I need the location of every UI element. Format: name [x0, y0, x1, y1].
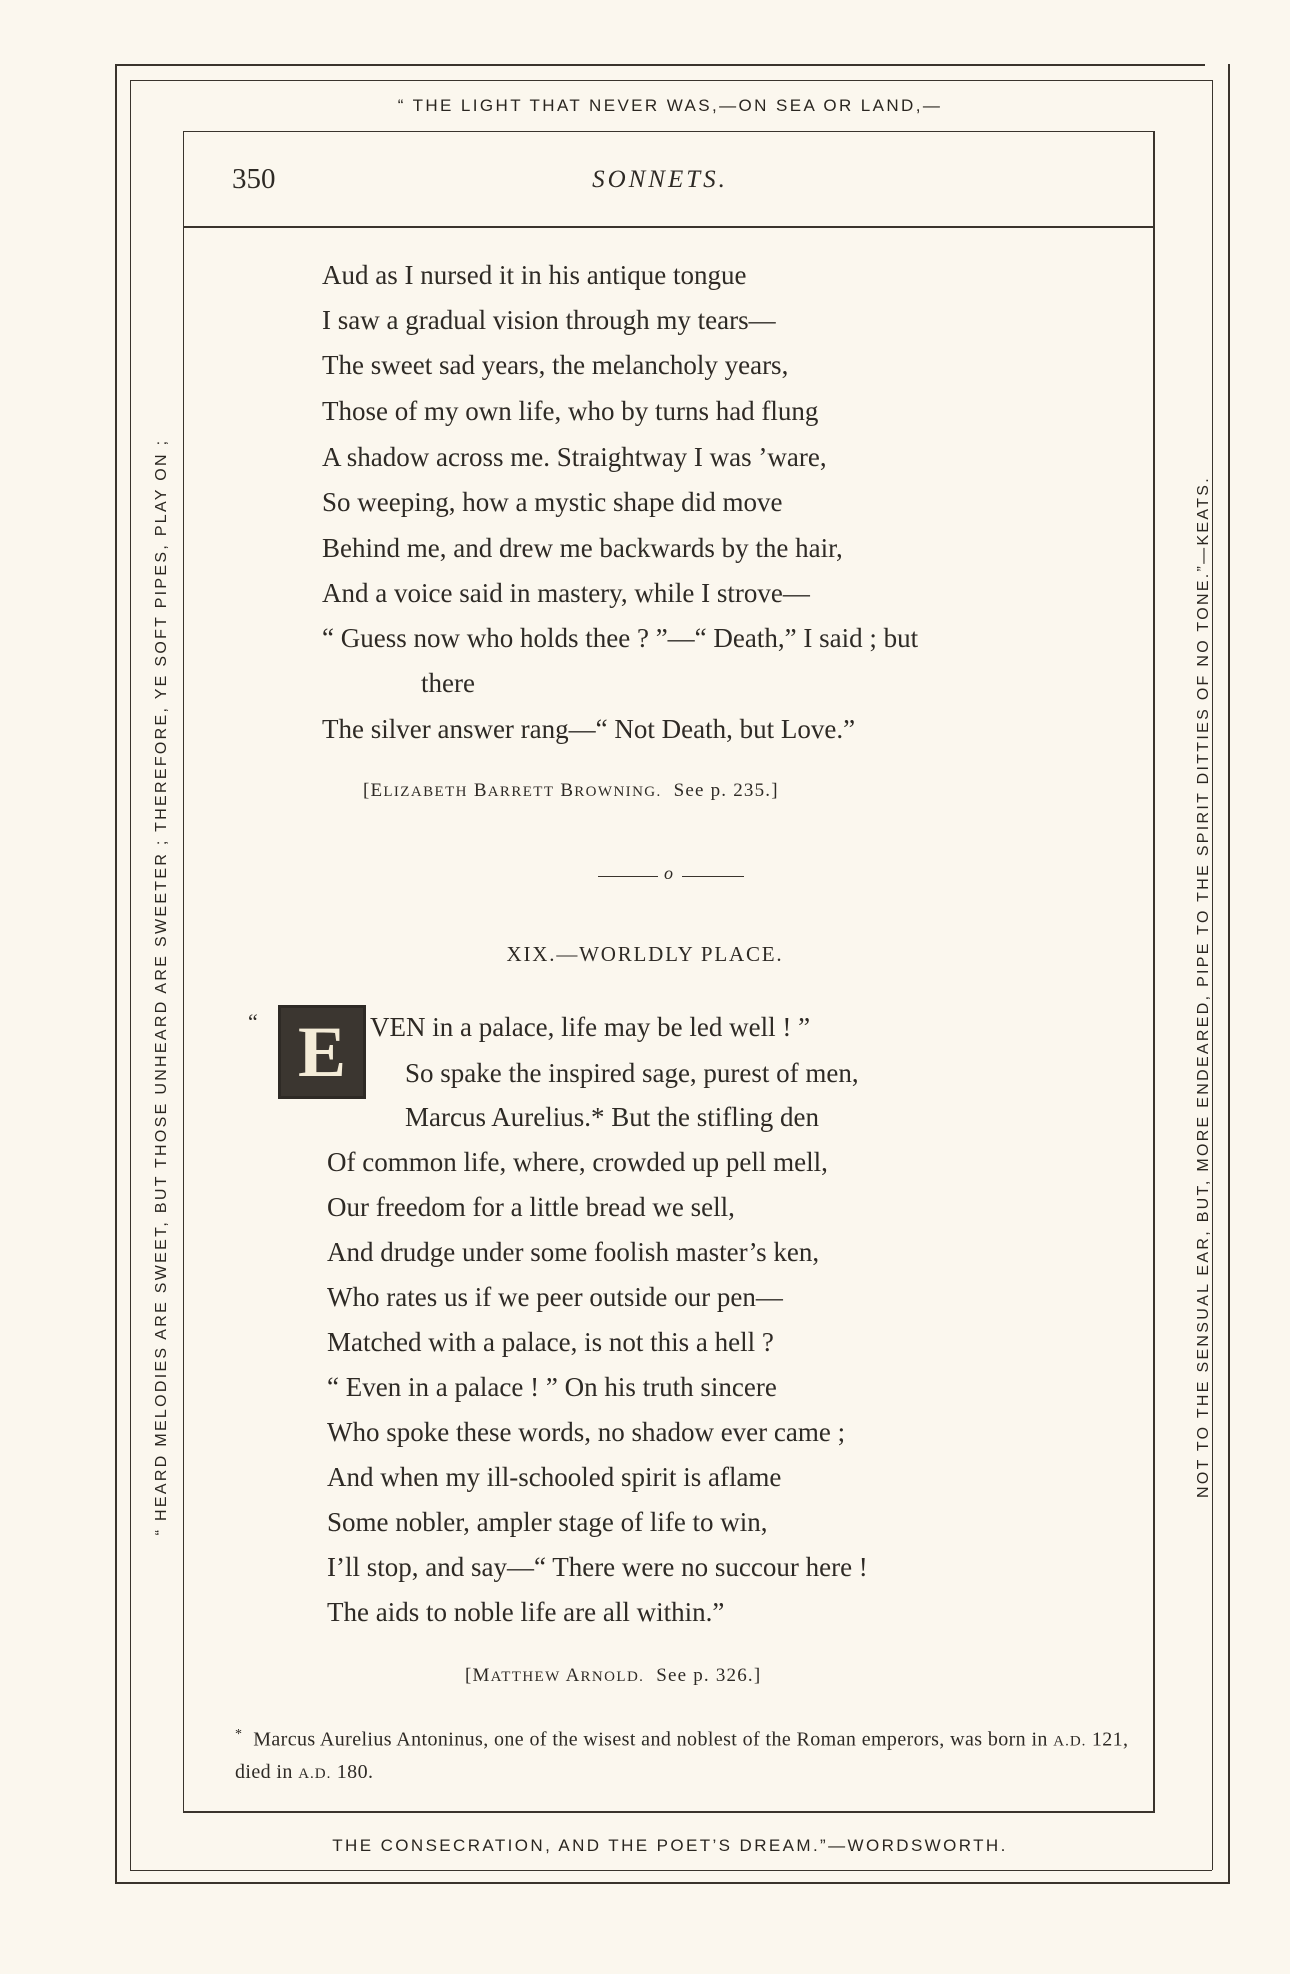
- poem-line: Matched with a palace, is not this a hell ?: [327, 1327, 774, 1357]
- poem-line: “ Even in a palace ! ” On his truth sincere: [327, 1372, 777, 1402]
- inner-rule: [1153, 131, 1155, 1811]
- poem-line: Of common life, where, crowded up pell mell,: [327, 1147, 828, 1177]
- poem-line: Who spoke these words, no shadow ever came ;: [327, 1417, 846, 1447]
- footnote-era: A.D.: [1053, 1733, 1087, 1750]
- poem-line: So weeping, how a mystic shape did move: [322, 487, 783, 517]
- inner-rule: [183, 1811, 1155, 1813]
- border-quote-bottom: THE CONSECRATION, AND THE POET’S DREAM.”—WORDSWORTH.: [332, 1836, 1008, 1855]
- poem-line: So spake the inspired sage, purest of men,: [405, 1058, 859, 1088]
- running-head: SONNETS.: [592, 166, 728, 193]
- poem-line: And when my ill-schooled spirit is aflame: [327, 1462, 782, 1492]
- inner-rule: [183, 131, 1153, 132]
- poem-line: Behind me, and drew me backwards by the hair,: [322, 533, 843, 563]
- attribution-part: ATTHEW: [490, 1669, 561, 1685]
- inner-rule: [183, 131, 184, 1811]
- poem-line: there: [421, 668, 475, 698]
- page-number: 350: [232, 163, 276, 195]
- footnote-text: 121, died in: [235, 1728, 1129, 1783]
- frame-rule: [115, 64, 1205, 66]
- attribution-browning: [363, 780, 779, 802]
- attribution-part: [M: [465, 1665, 491, 1686]
- poem-line: Those of my own life, who by turns had flung: [322, 396, 819, 426]
- ornament-mark: o: [664, 863, 673, 883]
- attribution-arnold: [465, 1665, 761, 1687]
- attribution-part: B: [473, 780, 488, 801]
- poem-line: VEN in a palace, life may be led well ! ”: [370, 1012, 811, 1042]
- poem-line: I’ll stop, and say—“ There were no succour here !: [327, 1552, 868, 1582]
- attribution-part: B: [560, 780, 575, 801]
- attribution-part: RNOLD.: [580, 1669, 645, 1685]
- attribution-part: LIZABETH: [383, 784, 468, 800]
- footnote-text: Marcus Aurelius Antoninus, one of the wisest and noblest of the Roman emperors, was born in: [253, 1728, 1048, 1751]
- poem-line: A shadow across me. Straightway I was ’ware,: [322, 442, 827, 472]
- poem-line: Marcus Aurelius.* But the stifling den: [405, 1102, 819, 1132]
- footnote-era: A.D.: [298, 1765, 332, 1782]
- poem-line: And a voice said in mastery, while I strove—: [322, 578, 810, 608]
- footnote-marker: *: [235, 1727, 243, 1742]
- attribution-ref: See p. 326.]: [656, 1665, 762, 1686]
- poem-line: Some nobler, ampler stage of life to win,: [327, 1507, 768, 1537]
- poem-line: Our freedom for a little bread we sell,: [327, 1192, 735, 1222]
- poem-line: “ Guess now who holds thee ? ”—“ Death,” I said ; but: [322, 623, 919, 653]
- poem-line: The aids to noble life are all within.”: [327, 1597, 725, 1627]
- attribution-part: [E: [363, 780, 384, 801]
- poem-line: Aud as I nursed it in his antique tongue: [322, 260, 747, 290]
- inner-rule: [183, 226, 1153, 228]
- attribution-part: ARRETT: [487, 784, 555, 800]
- section-ornament: [598, 863, 748, 886]
- decorated-initial: [278, 1005, 366, 1099]
- attribution-ref: See p. 235.]: [673, 780, 779, 801]
- poem-line: The sweet sad years, the melancholy years,: [322, 350, 789, 380]
- frame-rule: [130, 80, 131, 1870]
- frame-rule: [130, 80, 1212, 81]
- poem-line: I saw a gradual vision through my tears—: [322, 305, 776, 335]
- footnote-text: 180.: [336, 1760, 374, 1783]
- border-quote-right: NOT TO THE SENSUAL EAR, BUT, MORE ENDEARED, PIPE TO THE SPIRIT DITTIES OF NO TONE.”—KEATS.: [1195, 476, 1212, 1498]
- attribution-part: A: [565, 1665, 581, 1686]
- section-heading: XIX.—WORLDLY PLACE.: [506, 942, 784, 966]
- frame-rule: [115, 64, 117, 1882]
- attribution-part: ROWNING.: [574, 784, 662, 800]
- border-quote-left: “ HEARD MELODIES ARE SWEET, BUT THOSE UNHEARD ARE SWEETER ; THEREFORE, YE SOFT PIPES, PLAY ON ;: [153, 438, 170, 1536]
- open-quote: “: [248, 1009, 258, 1034]
- decorated-initial-letter: E: [297, 1012, 347, 1092]
- poem-line: Who rates us if we peer outside our pen—: [327, 1282, 783, 1312]
- border-quote-top: “ THE LIGHT THAT NEVER WAS,—ON SEA OR LAND,—: [397, 96, 943, 115]
- footnote: [235, 1720, 1135, 1789]
- frame-rule: [1228, 64, 1230, 1882]
- poem-line: And drudge under some foolish master’s ken,: [327, 1237, 820, 1267]
- frame-rule: [130, 1870, 1212, 1871]
- frame-rule: [115, 1882, 1230, 1884]
- poem-line: The silver answer rang—“ Not Death, but Love.”: [322, 714, 856, 744]
